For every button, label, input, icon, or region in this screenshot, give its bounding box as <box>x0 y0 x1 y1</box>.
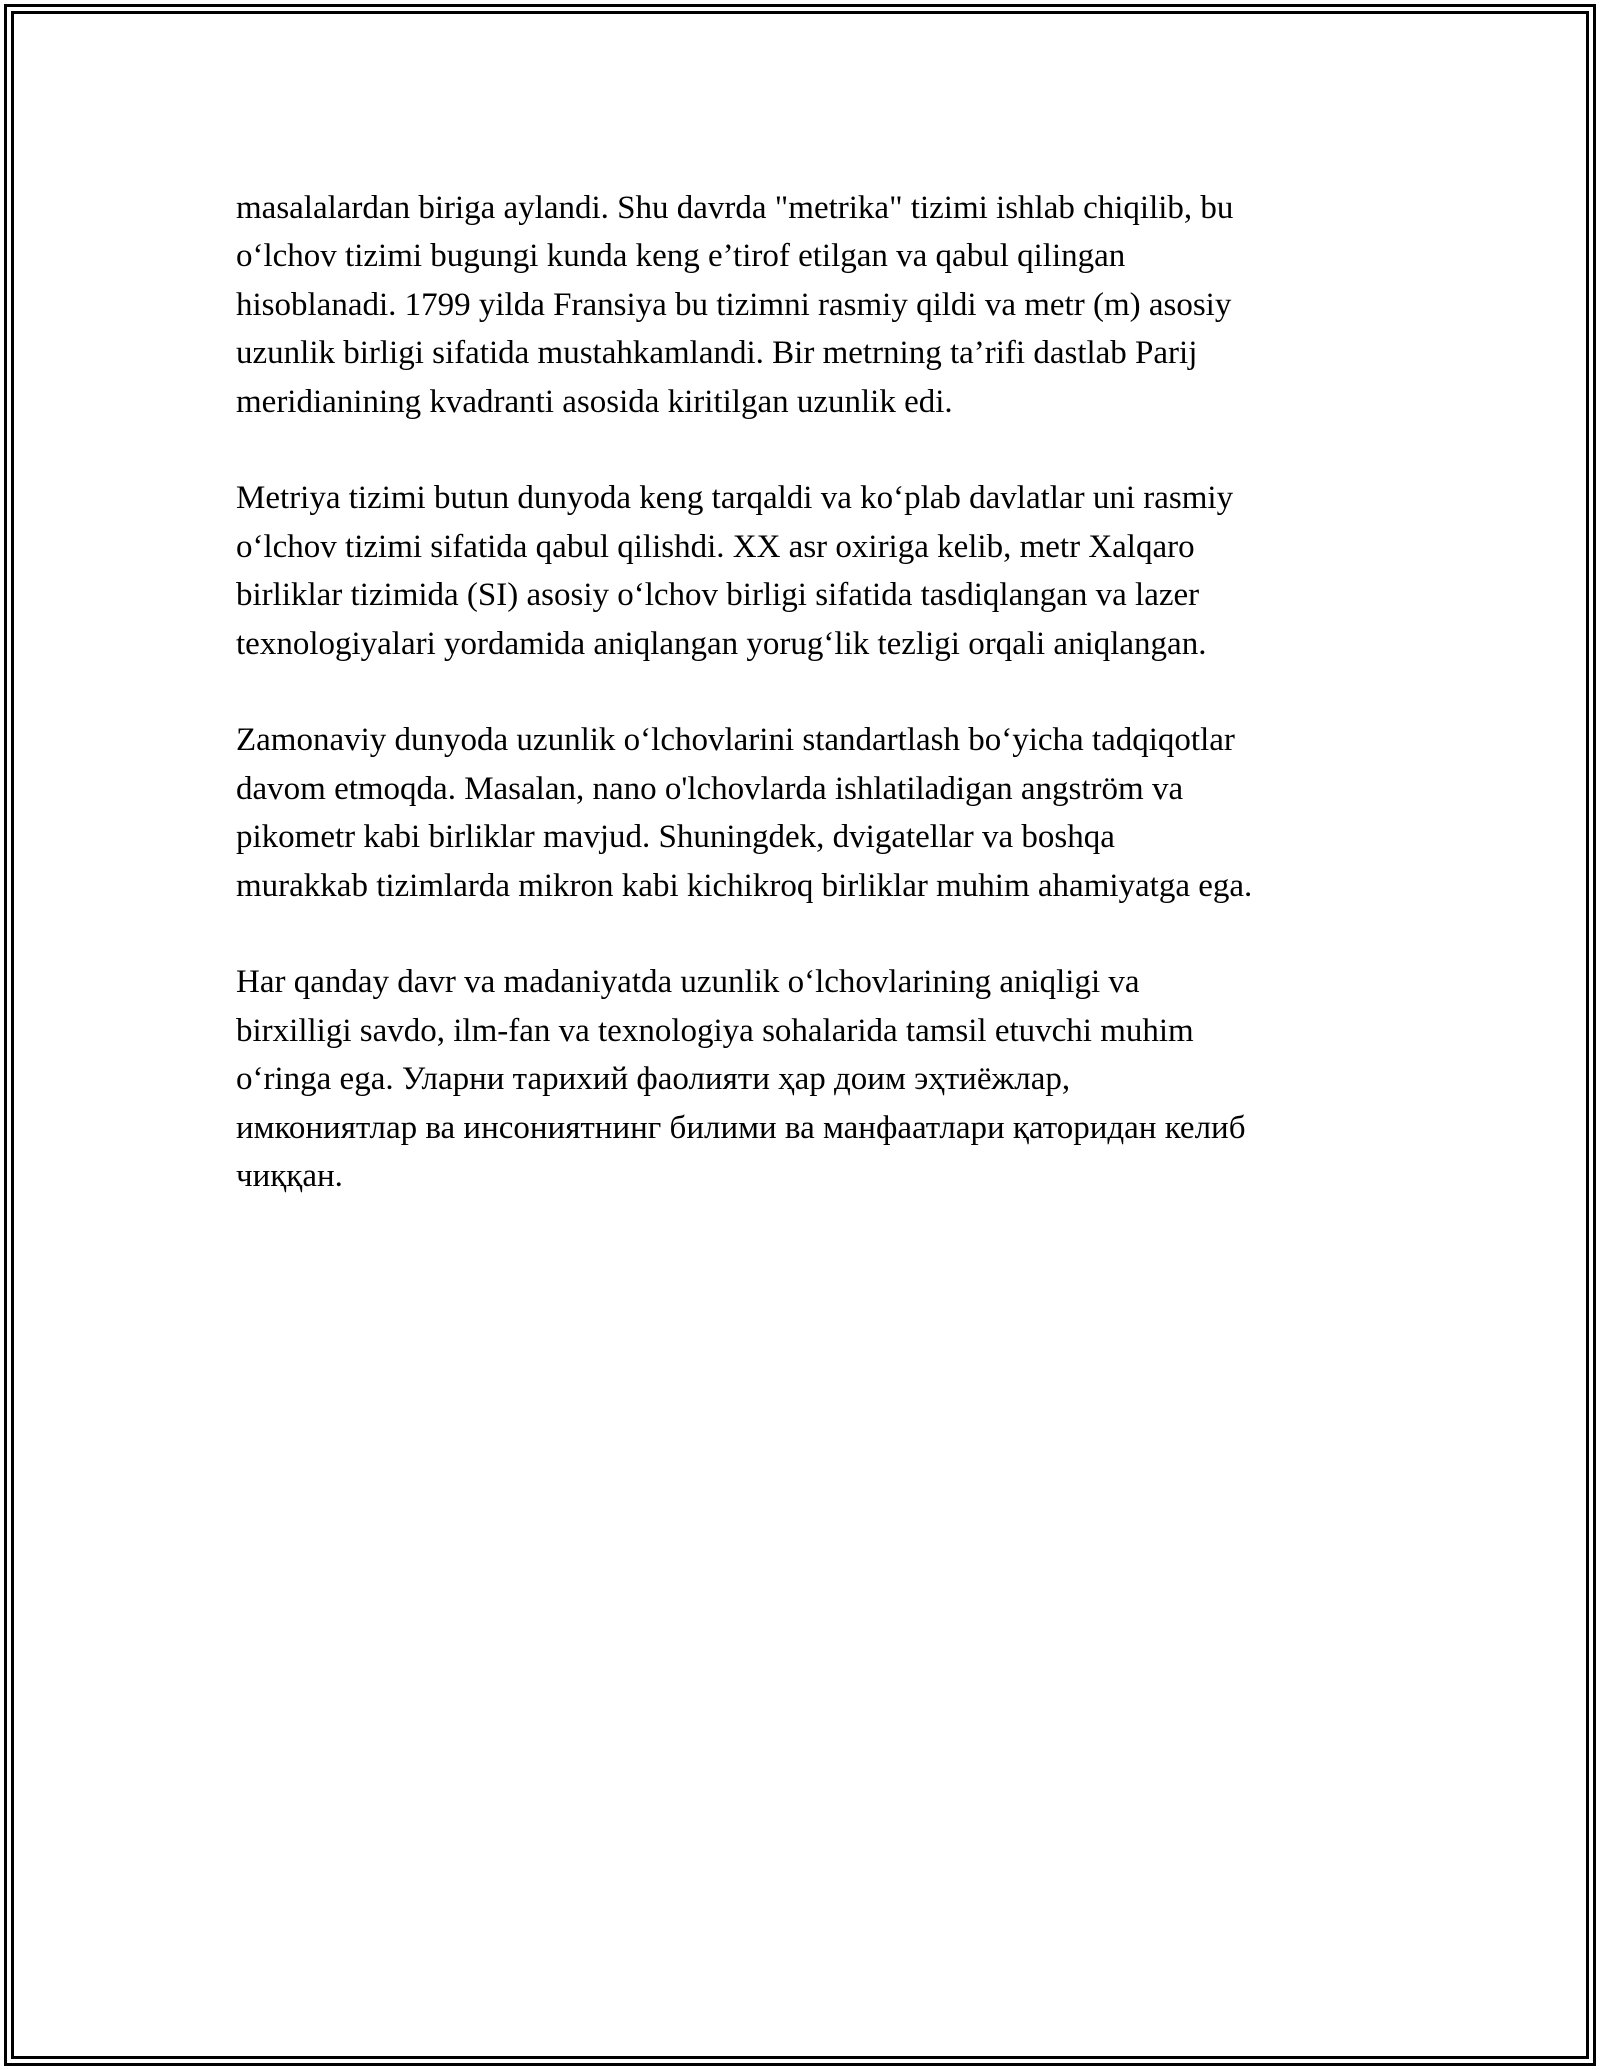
text-line: Har qanday davr va madaniyatda uzunlik o‘lchovlarining aniqligi va <box>236 964 1140 1001</box>
text-line: masalalardan biriga aylandi. Shu davrda "metrika" tizimi ishlab chiqilib, bu <box>236 190 1234 226</box>
text-line: hisoblanadi. 1799 yilda Fransiya bu tizimni rasmiy qildi va metr (m) asosiy <box>236 286 1232 323</box>
document-body <box>236 184 1386 1249</box>
text-line: uzunlik birligi sifatida mustahkamlandi. Bir metrning ta’rifi dastlab Parij <box>236 335 1198 372</box>
text-line: o‘ringa ega. Уларни тарихий фаолияти ҳар доим эҳтиёжлар, <box>236 1061 1071 1098</box>
text-line: murakkab tizimlarda mikron kabi kichikroq birliklar muhim ahamiyatga ega. <box>236 867 1253 904</box>
text-line: o‘lchov tizimi bugungi kunda keng e’tirof etilgan va qabul qilingan <box>236 238 1126 275</box>
text-line: birxilligi savdo, ilm-fan va texnologiya sohalarida tamsil etuvchi muhim <box>236 1012 1194 1049</box>
paragraph-3 <box>236 716 1386 910</box>
paragraph-1 <box>236 184 1386 426</box>
text-line: имкониятлар ва инсониятнинг билими ва манфаатлари қаторидан келиб <box>236 1109 1246 1146</box>
text-line: o‘lchov tizimi sifatida qabul qilishdi. XX asr oxiriga kelib, metr Xalqaro <box>236 528 1195 565</box>
text-line: meridianining kvadranti asosida kiritilgan uzunlik edi. <box>236 383 953 420</box>
paragraph-4 <box>236 958 1386 1200</box>
paragraph-2 <box>236 474 1386 668</box>
text-line: чиққан. <box>236 1158 343 1195</box>
text-line: Zamonaviy dunyoda uzunlik o‘lchovlarini standartlash bo‘yicha tadqiqotlar <box>236 722 1235 759</box>
text-line: birliklar tizimida (SI) asosiy o‘lchov birligi sifatida tasdiqlangan va lazer <box>236 577 1200 614</box>
text-line: Metriya tizimi butun dunyoda keng tarqaldi va ko‘plab davlatlar uni rasmiy <box>236 480 1234 517</box>
text-line: davom etmoqda. Masalan, nano o'lchovlarda ishlatiladigan angström va <box>236 770 1184 807</box>
text-line: pikometr kabi birliklar mavjud. Shuningdek, dvigatellar va boshqa <box>236 819 1115 856</box>
text-line: texnologiyalari yordamida aniqlangan yorug‘lik tezligi orqali aniqlangan. <box>236 625 1207 662</box>
